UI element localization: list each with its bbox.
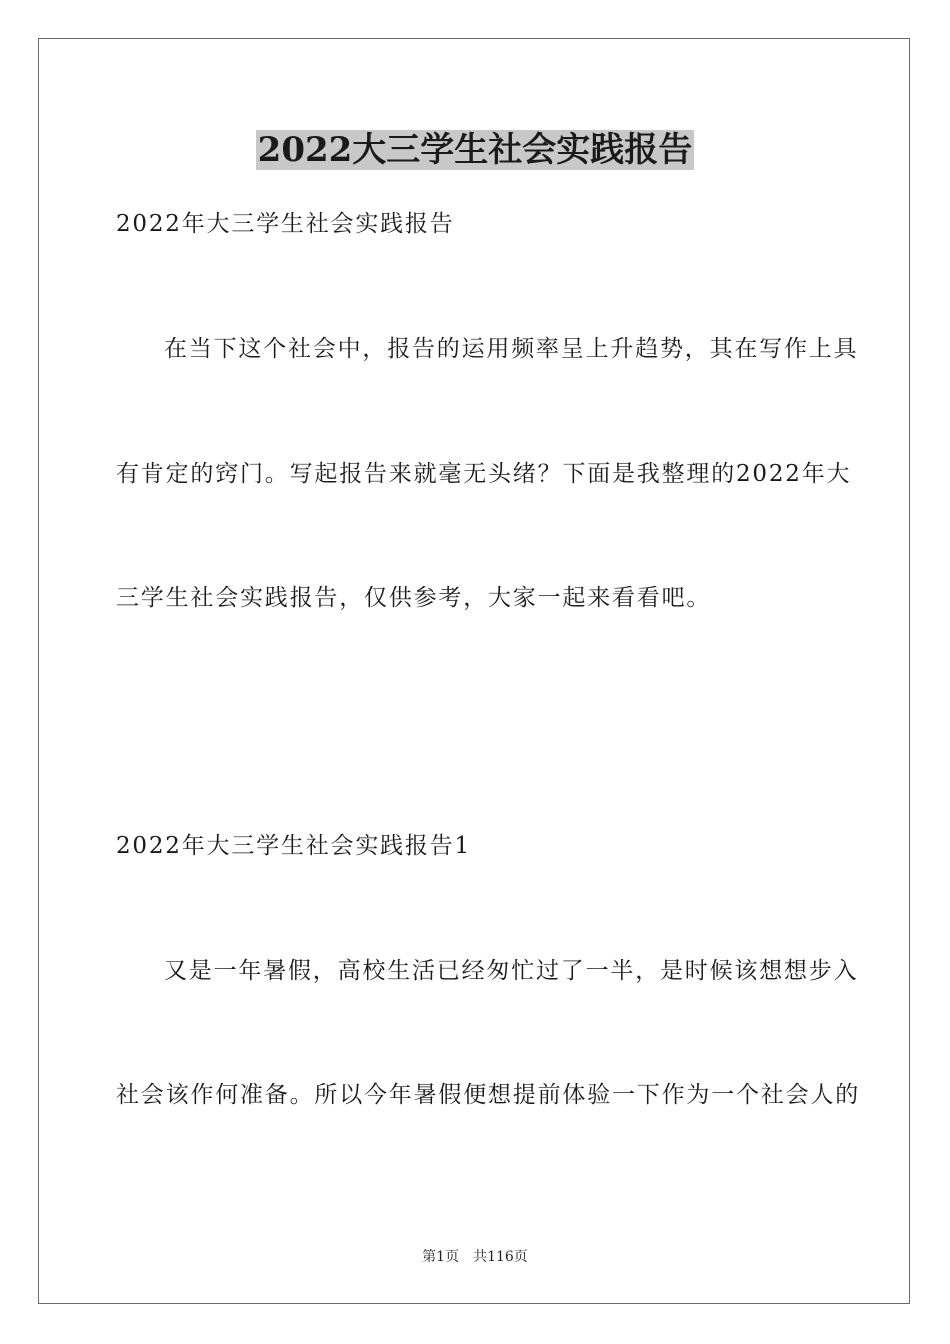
page-number-footer: 第1页 共116页	[422, 1249, 528, 1265]
document-title-text: 2022大三学生社会实践报告	[257, 130, 693, 170]
intro-line-2: 有肯定的窍门。写起报告来就毫无头绪？下面是我整理的2022年大	[116, 461, 852, 487]
document-title	[0, 128, 950, 172]
intro-line-3: 三学生社会实践报告，仅供参考，大家一起来看看吧。	[116, 585, 712, 611]
body-line-2: 社会该作何准备。所以今年暑假便想提前体验一下作为一个社会人的	[116, 1082, 860, 1108]
subtitle-heading: 2022年大三学生社会实践报告	[116, 211, 455, 237]
body-line-1: 又是一年暑假，高校生活已经匆忙过了一半，是时候该想想步入	[164, 958, 859, 984]
section-heading: 2022年大三学生社会实践报告1	[116, 833, 471, 859]
intro-line-1: 在当下这个社会中，报告的运用频率呈上升趋势，其在写作上具	[164, 336, 859, 362]
